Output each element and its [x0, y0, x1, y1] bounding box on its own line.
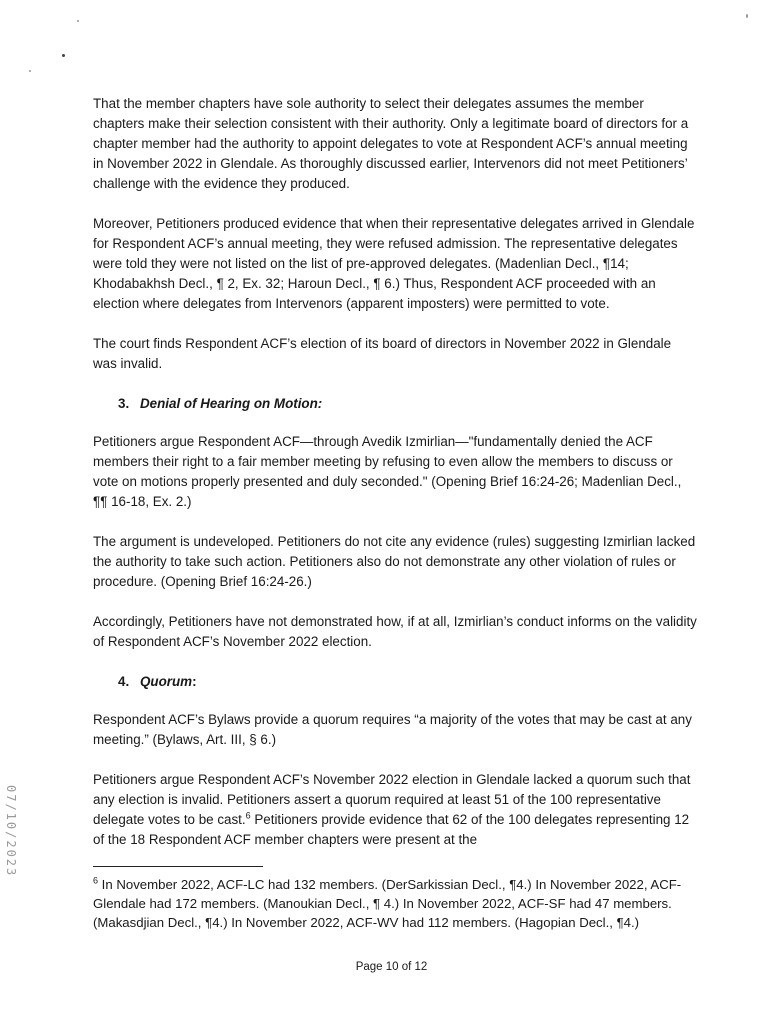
document-body	[93, 94, 697, 932]
page-number: Page 10 of 12	[355, 961, 428, 973]
paragraph: Respondent ACF’s Bylaws provide a quorum requires “a majority of the votes that may be cast at any meeting.” (Bylaws, Art. III, § 6.)	[93, 712, 692, 747]
section-number: 3.	[118, 396, 130, 411]
filing-date-stamp: 07/10/2023	[4, 785, 18, 878]
section-heading-3	[118, 394, 697, 414]
paragraph	[93, 770, 697, 850]
paragraph: Petitioners argue Respondent ACF—through Avedik Izmirlian—"fundamentally denied the ACF members their right to a fair member meeting by refusing to even allow the members to discuss or vote on motions properly presented and duly seconded." (Opening Brief 16:24-26; Madenlian Decl., ¶¶ 16-18, Ex. 2.)	[93, 434, 682, 509]
footnote-divider	[93, 866, 263, 867]
section-number: 4.	[118, 674, 130, 689]
footnote-marker: 6	[93, 875, 99, 886]
paragraph: Moreover, Petitioners produced evidence that when their representative delegates arrived in Glendale for Respondent ACF’s annual meeting, they were refused admission. The representative delegates were told they were not listed on the list of pre-approved delegates. (Madenlian Decl., ¶14; Khodabakhsh Decl., ¶ 2, Ex. 32; Haroun Decl., ¶ 6.) Thus, Respondent ACF proceeded with an election where delegates from Intervenors (apparent imposters) were permitted to vote.	[93, 216, 695, 311]
section-title: Denial of Hearing on Motion:	[140, 396, 323, 411]
scan-speck	[62, 54, 65, 57]
footnote-reference: 6	[245, 810, 251, 821]
paragraph: The argument is undeveloped. Petitioners do not cite any evidence (rules) suggesting Izmirlian lacked the authority to take such action. Petitioners also do not demonstrate any other violation of rules or procedure. (Opening Brief 16:24-26.)	[93, 534, 696, 589]
scan-speck	[77, 20, 79, 22]
scan-speck	[29, 70, 31, 72]
paragraph: The court finds Respondent ACF’s election of its board of directors in November 2022 in Glendale was invalid.	[93, 336, 672, 371]
section-title: Quorum	[140, 674, 193, 689]
section-heading-4: 4. Quorum:	[118, 672, 697, 692]
footnote-text: In November 2022, ACF-LC had 132 members. (DerSarkissian Decl., ¶4.) In November 2022, ACF-Glendale had 172 members. (Manoukian Decl., ¶ 4.) In November 2022, ACF-SF had 47 members. (Makasdjian Decl., ¶4.) In November 2022, ACF-WV had 112 members. (Hagopian Decl., ¶4.)	[93, 877, 682, 930]
paragraph-text: Petitioners provide evidence that 62 of the 100 delegates representing 12 of the 18 Respondent ACF member chapters were present at the	[93, 812, 690, 847]
paragraph: Accordingly, Petitioners have not demonstrated how, if at all, Izmirlian’s conduct informs on the validity of Respondent ACF’s November 2022 election.	[93, 614, 697, 649]
scan-speck	[746, 14, 748, 18]
paragraph-text: Petitioners argue Respondent ACF’s November 2022 election in Glendale lacked a quorum such that any election is invalid. Petitioners assert a quorum required at least 51 of the 100 representative delegate votes to be cast.	[93, 772, 691, 827]
footnote	[93, 875, 697, 932]
paragraph: That the member chapters have sole authority to select their delegates assumes the member chapters make their selection consistent with their authority. Only a legitimate board of directors for a chapter member had the authority to appoint delegates to vote at Respondent ACF’s annual meeting in November 2022 in Glendale. As thoroughly discussed earlier, Intervenors did not meet Petitioners’ challenge with the evidence they produced.	[93, 96, 689, 191]
